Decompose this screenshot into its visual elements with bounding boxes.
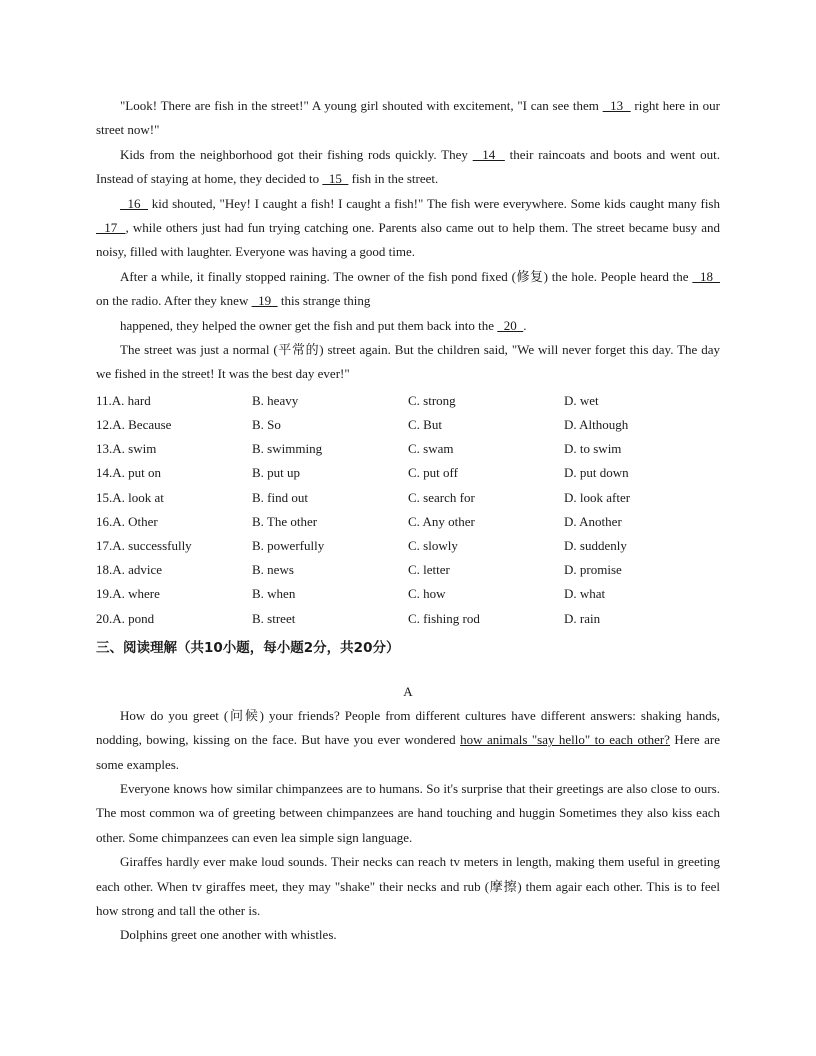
option-a: 11.A. hard bbox=[96, 392, 151, 408]
option-b: B. The other bbox=[252, 513, 318, 529]
option-c: C. swam bbox=[408, 441, 454, 457]
option-d: D. Although bbox=[564, 417, 629, 433]
option-row bbox=[96, 582, 720, 606]
option-a: 12.A. Because bbox=[96, 417, 172, 433]
document-page bbox=[96, 94, 720, 948]
paragraph-text: on the radio. After they knew bbox=[96, 293, 252, 309]
paragraph bbox=[96, 704, 720, 777]
section-title: 三、阅读理解（共10小题，每小题2分，共20分） bbox=[96, 639, 400, 656]
option-a: 15.A. look at bbox=[96, 489, 164, 505]
option-a: 19.A. where bbox=[96, 586, 160, 602]
option-b: B. So bbox=[252, 417, 281, 433]
answer-blank: 18 bbox=[692, 268, 720, 284]
paragraph-text: , while others just had fun trying catching one. Parents also came out to help them. The street became busy and noisy, filled with laughter. Everyone was having a good time. bbox=[96, 220, 720, 260]
option-c: C. how bbox=[408, 586, 446, 602]
paragraph-text: happened, they helped the owner get the fish and put them back into the bbox=[120, 317, 498, 333]
option-row bbox=[96, 389, 720, 413]
option-b: B. powerfully bbox=[252, 538, 325, 553]
option-row bbox=[96, 510, 720, 534]
option-d: D. Another bbox=[564, 513, 622, 529]
paragraph-text: After a while, it finally stopped raining. The owner of the fish pond fixed (修复) the hole. People heard the bbox=[120, 268, 693, 284]
option-b: B. put up bbox=[252, 465, 301, 481]
paragraph bbox=[96, 850, 720, 923]
option-c: C. strong bbox=[408, 392, 456, 408]
option-d: D. put down bbox=[564, 465, 629, 481]
option-c: C. slowly bbox=[408, 538, 458, 553]
paragraph-text: kid shouted, "Hey! I caught a fish! I caught a fish!" The fish were everywhere. Some kids caught many fish bbox=[148, 195, 720, 211]
answer-blank: 17 bbox=[96, 220, 126, 236]
option-row bbox=[96, 534, 720, 558]
paragraph bbox=[96, 314, 720, 338]
option-d: D. to swim bbox=[564, 441, 622, 457]
answer-blank: 20 bbox=[497, 317, 524, 333]
option-row bbox=[96, 558, 720, 582]
paragraph-text: fish in the street. bbox=[348, 171, 439, 187]
answer-blank: 16 bbox=[120, 195, 148, 211]
option-c: C. Any other bbox=[408, 513, 475, 529]
cloze-options-list bbox=[96, 389, 720, 631]
paragraph-text: this strange thing bbox=[277, 293, 371, 309]
option-c: C. letter bbox=[408, 562, 450, 578]
option-c: C. search for bbox=[408, 489, 475, 505]
option-row bbox=[96, 437, 720, 461]
option-row bbox=[96, 486, 720, 510]
option-c: C. fishing rod bbox=[408, 610, 480, 626]
option-b: B. when bbox=[252, 586, 296, 602]
paragraph-text: Giraffes hardly ever make loud sounds. Their necks can reach tv meters in length, making them useful in greeting each other. When tv giraffes meet, they may "shake" their necks and rub (摩擦) them agair each other. This is to feel how strong and tall the other is. bbox=[96, 854, 720, 918]
paragraph-text: "Look! There are fish in the street!" A young girl shouted with excitement, "I can see them bbox=[120, 98, 603, 113]
paragraph-text: How do you greet (问候) your friends? People from different cultures have different answers: shaking hands, nodding, bowing, kissing on the face. But have you ever wondered bbox=[96, 707, 720, 748]
option-a: 14.A. put on bbox=[96, 465, 161, 481]
option-d: D. rain bbox=[564, 610, 601, 626]
paragraph-text: Everyone knows how similar chimpanzees are to humans. So it's surprise that their greetings are also close to ours. The most common wa of greeting between chimpanzees are hand touching and huggin Sometimes they also kiss each other. Some chimpanzees can even lea simple sign language. bbox=[96, 780, 720, 845]
option-b: B. find out bbox=[252, 489, 308, 505]
option-d: D. suddenly bbox=[564, 538, 627, 553]
option-c: C. But bbox=[408, 417, 442, 433]
option-c: C. put off bbox=[408, 465, 458, 481]
paragraph bbox=[96, 192, 720, 265]
option-row bbox=[96, 413, 720, 437]
option-row bbox=[96, 461, 720, 485]
paragraph bbox=[96, 777, 720, 850]
paragraph-text: Here are some examples. bbox=[96, 732, 720, 772]
option-b: B. street bbox=[252, 610, 296, 626]
option-a: 13.A. swim bbox=[96, 441, 157, 457]
option-b: B. heavy bbox=[252, 392, 299, 408]
option-b: B. news bbox=[252, 562, 294, 578]
answer-blank: 13 bbox=[602, 98, 631, 113]
option-row bbox=[96, 607, 720, 631]
cloze-passage bbox=[96, 94, 720, 387]
option-a: 18.A. advice bbox=[96, 562, 163, 578]
option-d: D. look after bbox=[564, 489, 631, 505]
passage-label: A bbox=[403, 683, 413, 699]
underlined-text: how animals "say hello" to each other? bbox=[460, 732, 670, 748]
paragraph bbox=[96, 143, 720, 192]
option-b: B. swimming bbox=[252, 441, 323, 457]
paragraph bbox=[96, 265, 720, 314]
option-a: 20.A. pond bbox=[96, 610, 155, 626]
option-d: D. wet bbox=[564, 392, 599, 408]
paragraph-text: . bbox=[523, 317, 527, 333]
answer-blank: 15 bbox=[322, 171, 349, 187]
paragraph-text: right here in our street now!" bbox=[96, 98, 720, 138]
paragraph-text: their raincoats and boots and went out. Instead of staying at home, they decided to bbox=[96, 146, 721, 187]
paragraph bbox=[96, 94, 720, 143]
answer-blank: 14 bbox=[472, 146, 505, 162]
paragraph-text: Kids from the neighborhood got their fishing rods quickly. They bbox=[120, 146, 473, 162]
paragraph bbox=[96, 338, 720, 387]
option-d: D. what bbox=[564, 586, 606, 602]
paragraph bbox=[96, 923, 720, 947]
option-d: D. promise bbox=[564, 562, 622, 578]
answer-blank: 19 bbox=[251, 293, 278, 309]
option-a: 17.A. successfully bbox=[96, 538, 192, 553]
reading-passage-a bbox=[96, 704, 720, 948]
option-a: 16.A. Other bbox=[96, 513, 158, 529]
paragraph-text: The street was just a normal (平常的) street again. But the children said, "We will never forget this day. The day we fished in the street! It was the best day ever!" bbox=[96, 342, 720, 382]
paragraph-text: Dolphins greet one another with whistles. bbox=[120, 927, 337, 943]
